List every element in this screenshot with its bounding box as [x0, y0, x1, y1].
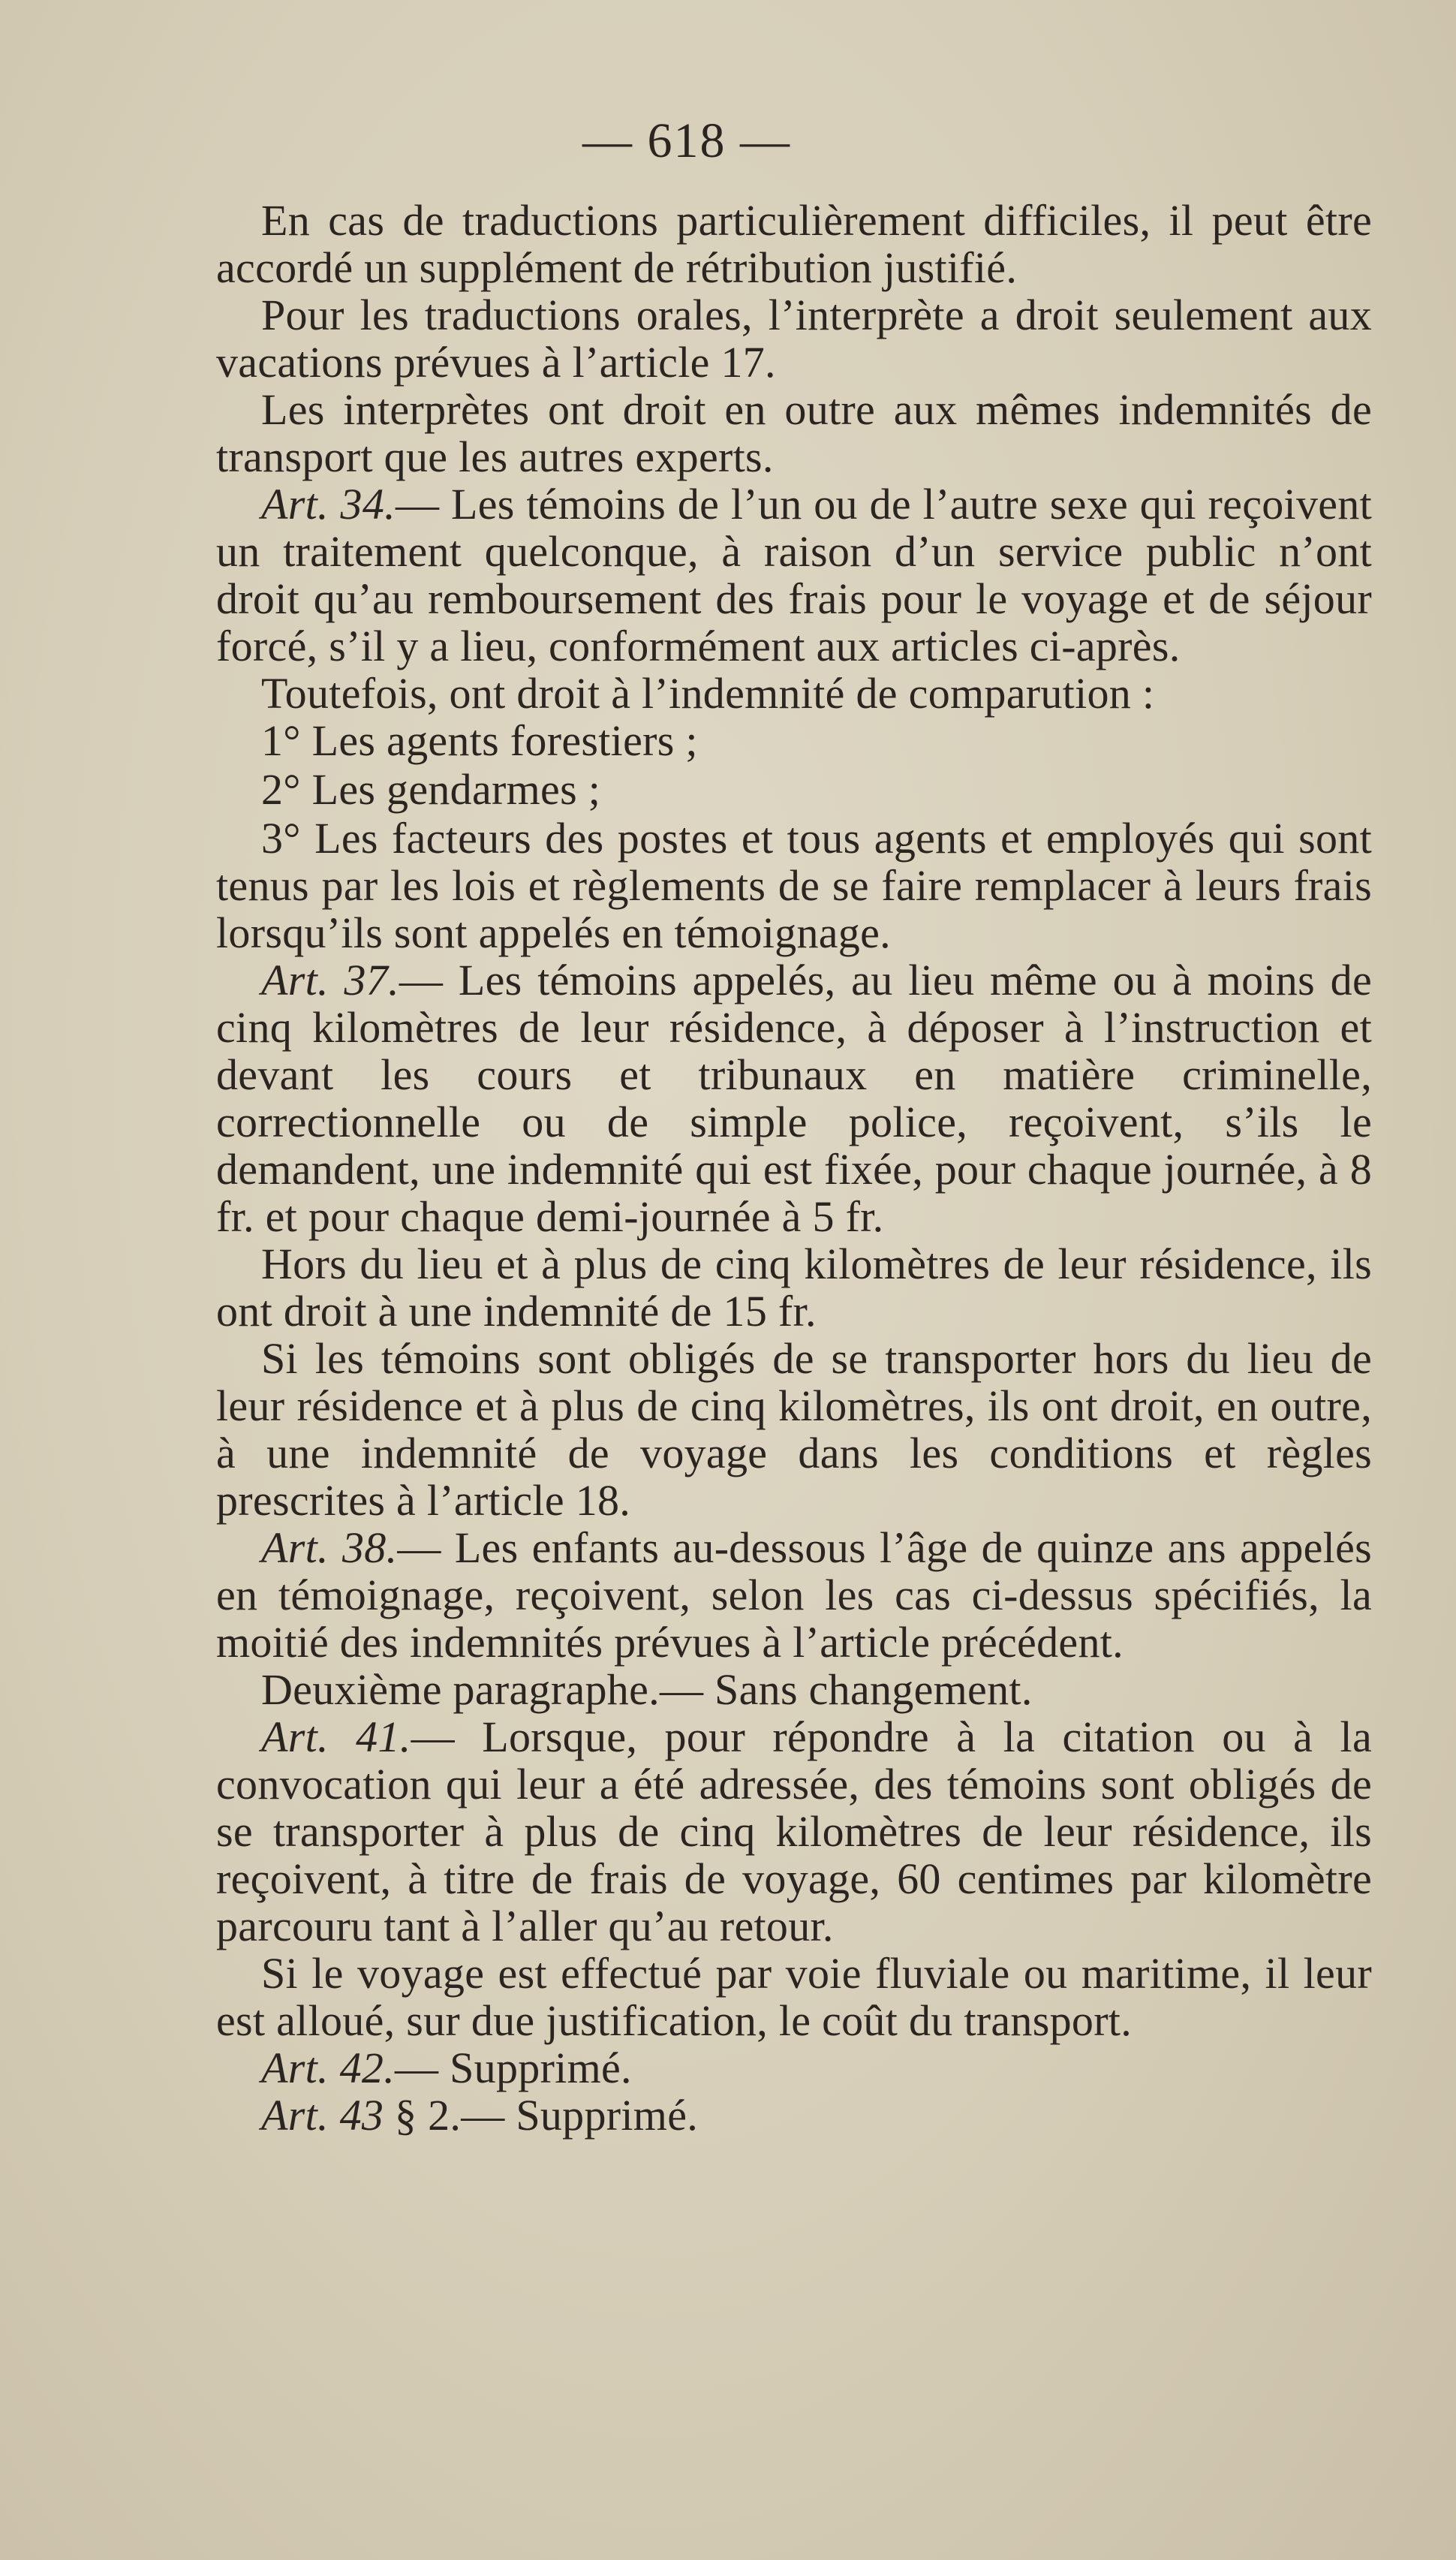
article-41: Art. 41.— Lorsque, pour répondre à la citation ou à la convocation qui leur a été adressée, des témoins sont obligés de se transporter à plus de cinq kilomètres de leur résidence, ils reçoivent, à titre de frais de voyage, 60 centimes par kilomètre parcouru tant à l’aller qu’au retour. [216, 1712, 1373, 1950]
article-number: Art. 43 [261, 2091, 384, 2140]
paragraph: Deuxième paragraphe.— Sans changement. [261, 1665, 1033, 1714]
paragraph: Les interprètes ont droit en outre aux mêmes indemnités de transport que les autres experts. [216, 385, 1372, 481]
article-34: Art. 34.— Les témoins de l’un ou de l’autre sexe qui reçoivent un traitement quelconque, à raison d’un service public n’ont droit qu’au remboursement des frais pour le voyage et de séjour forcé, s’il y a lieu, conformément aux articles ci-après. [216, 480, 1373, 670]
list-item: 1° Les agents forestiers ; [261, 716, 698, 765]
paragraph: Hors du lieu et à plus de cinq kilomètres de leur résidence, ils ont droit à une indemnité de 15 fr. [216, 1239, 1372, 1336]
article-number: Art. 34. [261, 480, 396, 529]
article-37: Art. 37.— Les témoins appelés, au lieu même ou à moins de cinq kilomètres de leur résidence, à déposer à l’instruction et devant les cours et tribunaux en matière criminelle, correctionnelle ou de simple police, reçoivent, s’ils le demandent, une indemnité qui est fixée, pour chaque journée, à 8 fr. et pour chaque demi-journée à 5 fr. [216, 956, 1373, 1241]
article-42: Art. 42.— Supprimé. [261, 2043, 632, 2092]
body-text [216, 197, 1372, 2139]
list-item: 3° Les facteurs des postes et tous agents et employés qui sont tenus par les lois et règlements de se faire remplacer à leurs frais lorsqu’ils sont appelés en témoignage. [216, 814, 1372, 957]
article-38: Art. 38.— Les enfants au-dessous l’âge de quinze ans appelés en témoignage, reçoivent, selon les cas ci-dessus spécifiés, la moitié des indemnités prévues à l’article précédent. [216, 1523, 1372, 1667]
page-number: — 618 — [582, 113, 791, 168]
paragraph: Pour les traductions orales, l’interprète a droit seulement aux vacations prévues à l’article 17. [216, 291, 1372, 387]
paragraph: Si les témoins sont obligés de se transporter hors du lieu de leur résidence et à plus de cinq kilomètres, ils ont droit, en outre, à une indemnité de voyage dans les conditions et règles prescrites à l’article 18. [216, 1334, 1372, 1525]
article-number: Art. 38. [261, 1523, 398, 1572]
article-43: Art. 43 § 2.— Supprimé. [261, 2091, 699, 2140]
paragraph: Toutefois, ont droit à l’indemnité de comparution : [261, 669, 1155, 718]
article-number: Art. 37. [261, 956, 399, 1004]
paragraph: En cas de traductions particulièrement difficiles, il peut être accordé un supplément de rétribution justifié. [216, 196, 1372, 292]
paragraph: Si le voyage est effectué par voie fluviale ou maritime, il leur est alloué, sur due justification, le coût du transport. [216, 1949, 1372, 2045]
article-number: Art. 41. [261, 1712, 411, 1761]
list-item: 2° Les gendarmes ; [261, 765, 601, 814]
article-number: Art. 42. [261, 2043, 396, 2092]
